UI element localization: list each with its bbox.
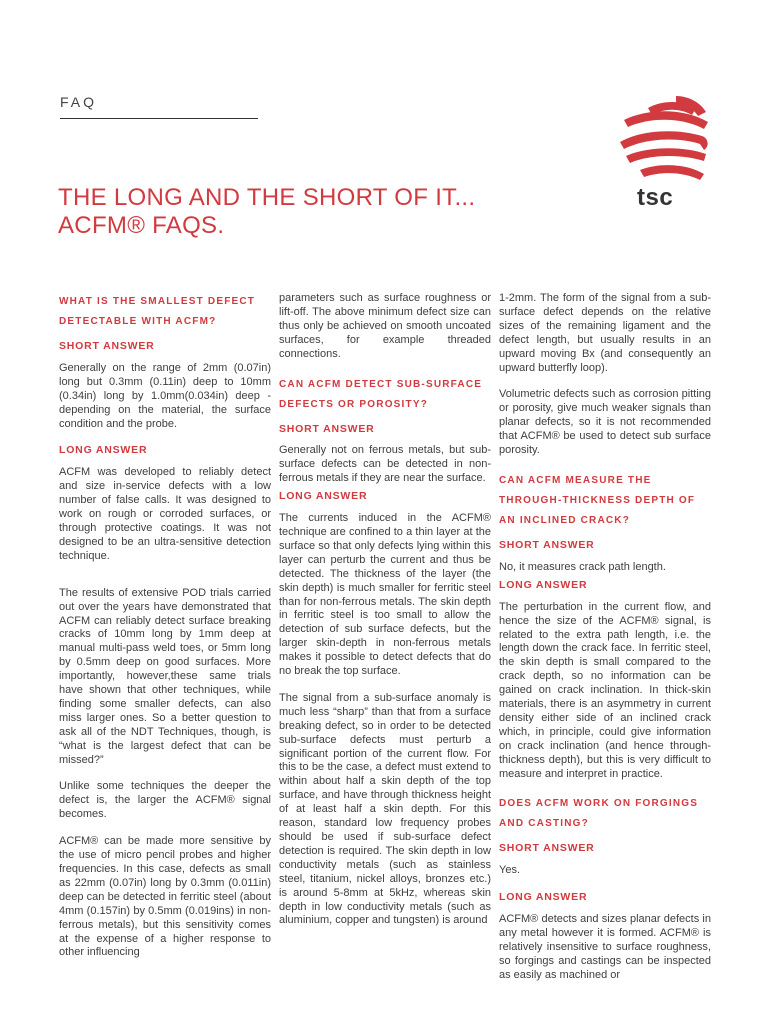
long-answer-heading: LONG ANSWER: [59, 444, 148, 457]
page-title: [58, 184, 598, 240]
long-answer-heading: LONG ANSWER: [499, 578, 588, 591]
paragraph: parameters such as surface roughness or lift-off. The above minimum defect size can thus only be achieved on smooth uncoated surfaces, for example threaded connections.: [279, 292, 491, 360]
short-answer-text: Generally on the range of 2mm (0.07in) long but 0.3mm (0.11in) deep to 10mm (0.34in) long by 1.0mm(0.034in) deep - depending on the material, the surface condition and the probe.: [59, 361, 271, 430]
paragraph: The perturbation in the current flow, and hence the size of the ACFM® signal, is related to the extra path length, i.e. the length down the crack face. In ferritic steel, the skin depth is small compared to the crack depth, so no information can be gained on crack inclination. In thick-skin materials, there is an asymmetry in current density either side of an inclined crack which, in principle, could give information on crack inclination (and hence through-thickness depth), but this is very difficult to measure and interpret in practice.: [499, 600, 711, 780]
short-answer-text: Generally not on ferrous metals, but sub-surface defects can be detected in non-ferrous metals if they are near the surface.: [279, 444, 491, 485]
short-answer-heading: SHORT ANSWER: [499, 842, 595, 855]
question-smallest-defect: WHAT IS THE SMALLEST DEFECT DETECTABLE WITH ACFM?: [59, 296, 256, 327]
column-2: [279, 292, 491, 941]
paragraph: Unlike some techniques the deeper the defect is, the larger the ACFM® signal becomes.: [59, 780, 271, 821]
paragraph: Volumetric defects such as corrosion pitting or porosity, give much weaker signals than planar defects, so it is not recommended that ACFM® be used to detect sub surface porosity.: [499, 388, 711, 457]
paragraph: ACFM was developed to reliably detect and size in-service defects with a low number of false calls. It was designed to work on rough or corroded surfaces, or through protective coatings. It was not designed to be an ultra-sensitive detection technique.: [59, 466, 271, 562]
paragraph: ACFM® can be made more sensitive by the use of micro pencil probes and higher frequencies. In this case, defects as small as 22mm (0.07in) long by 0.3mm (0.011in) deep can be detected in ferritic steel (about 4mm (0.157in) by 0.5mm (0.019ins) in non-ferrous metals), but this sensitivity comes at the expense of a higher response to other influencing: [59, 835, 271, 959]
short-answer-text: Yes.: [499, 864, 521, 877]
short-answer-heading: SHORT ANSWER: [499, 538, 595, 551]
short-answer-text: No, it measures crack path length.: [499, 560, 666, 573]
question-inclined-crack: CAN ACFM MEASURE THE THROUGH-THICKNESS DEPTH OF AN INCLINED CRACK?: [499, 474, 696, 526]
logo-text: tsc: [637, 184, 674, 211]
title-line-2: ACFM® FAQS.: [58, 212, 225, 239]
title-line-1: THE LONG AND THE SHORT OF IT...: [58, 184, 476, 211]
paragraph: The results of extensive POD trials carried out over the years have demonstrated that ACFM can reliably detect surface breaking cracks of 10mm long by 1mm deep at manual multi-pass weld toes, or 5mm long by 0.5mm deep on good surfaces. More importantly, however,these same trials have shown that other techniques, while finding some smaller defects, can also miss larger ones. So a better question to ask all of the NDT Techniques, though, is “what is the largest defect that can be missed?”: [59, 586, 271, 766]
paragraph: 1-2mm. The form of the signal from a sub-surface defect depends on the relative sizes of the remaining ligament and the defect length, but usually results in an upward moving Bx (and consequently an upward butterfly loop).: [499, 292, 711, 374]
column-1: [59, 292, 271, 973]
question-sub-surface: CAN ACFM DETECT SUB-SURFACE DEFECTS OR POROSITY?: [279, 378, 483, 410]
paragraph: The signal from a sub-surface anomaly is much less “sharp” than that from a surface breaking defect, so in order to be detected sub-surface defects must perturb a significant portion of the current flow. For this to be the case, a defect must extend to within about half a skin depth of the top surface, and have through thickness height of at least half a skin depth. For this reason, standard low frequency probes should be used if sub-surface defect detection is required. The skin depth in low conductivity metals (such as stainless steel, titanium, nickel alloys, bronzes etc.) is around 5-8mm at 5kHz, whereas skin depth in low conductivity metals (such as aluminium, copper and tungsten) is around: [279, 691, 491, 927]
faq-label: FAQ: [60, 94, 98, 110]
long-answer-heading: LONG ANSWER: [499, 891, 588, 904]
faq-rule: [60, 118, 258, 119]
paragraph: The currents induced in the ACFM® technique are confined to a thin layer at the surface so that only defects lying within this layer can perturb the current and thus be detected. The thickness of the layer (the skin depth) is much smaller for ferritic steel than for non-ferrous metals. The skin depth in ferritic steel is too small to allow the detection of sub surface defects, but the larger skin-depth in non-ferrous metals makes it possible to detect defects that do no break the top surface.: [279, 512, 491, 678]
paragraph: ACFM® detects and sizes planar defects in any metal however it is formed. ACFM® is relatively insensitive to surface roughness, so forgings and castings can be inspected as easily as machined or: [499, 913, 711, 981]
short-answer-heading: SHORT ANSWER: [279, 422, 375, 435]
short-answer-heading: SHORT ANSWER: [59, 340, 155, 352]
column-3: [499, 292, 711, 996]
long-answer-heading: LONG ANSWER: [279, 490, 368, 503]
question-forgings: DOES ACFM WORK ON FORGINGS AND CASTING?: [499, 798, 699, 830]
